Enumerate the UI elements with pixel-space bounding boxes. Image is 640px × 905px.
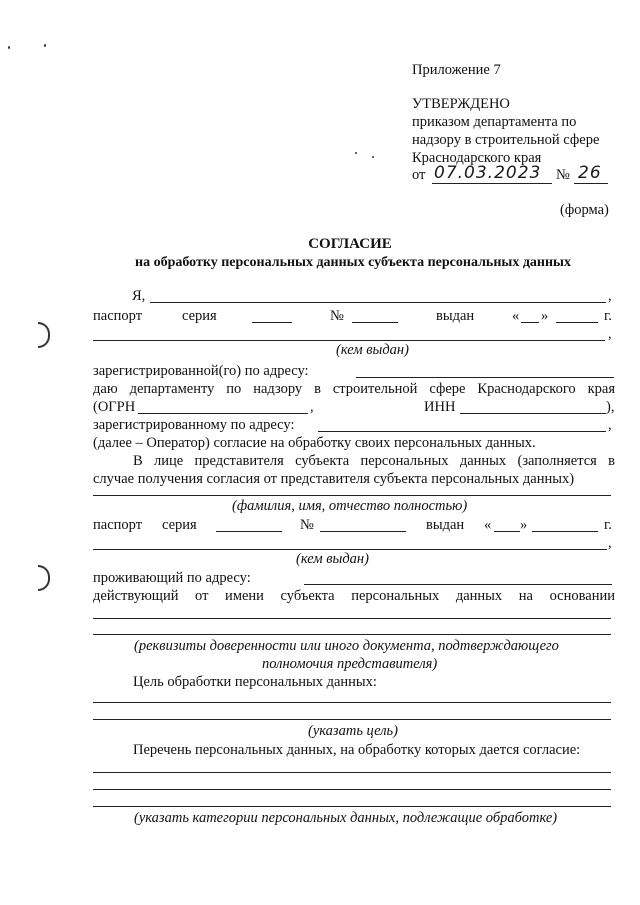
quote-close: » [541,308,549,324]
handwritten-number: 26 [578,163,602,183]
representative-line-1: В лице представителя субъекта персональных данных (заполняется в [133,453,615,469]
list-label: Перечень персональных данных, на обработку которых дается согласие: [133,742,581,758]
appendix-label: Приложение 7 [412,62,501,78]
purpose-line-1 [93,702,611,703]
form-note: (форма) [560,202,609,218]
day-line [521,322,539,323]
order-line-3: Краснодарского края [412,150,542,166]
scan-speck [8,46,10,49]
document-title: СОГЛАСИЕ [308,236,392,252]
proxy-hint-2: полномочия представителя) [262,656,438,672]
residing-label: проживающий по адресу: [93,570,251,586]
scan-speck [372,156,374,158]
proxy-hint-1: (реквизиты доверенности или иного документа, подтверждающего [134,638,559,654]
issued-by-line [93,549,607,550]
number-sign: № [330,308,344,324]
fio-hint: (фамилия, имя, отчество полностью) [232,498,468,514]
acting-line: действующий от имени субъекта персональных данных на основании [93,588,615,604]
month-line [532,531,598,532]
ogrn-label: (ОГРН [93,399,136,415]
date-underline [432,183,552,184]
comma: , [608,535,612,551]
list-line-1 [93,772,611,773]
number-sign: № [300,517,314,533]
punch-hole-mark [38,565,50,591]
issued-by-line [93,340,605,341]
list-line-2 [93,789,611,790]
categories-hint: (указать категории персональных данных, подлежащие обработке) [134,810,558,826]
series-line [252,322,292,323]
year-label: г. [604,308,612,324]
inn-close: ), [606,399,615,415]
issued-label: выдан [426,517,465,533]
list-line-3 [93,806,611,807]
passport-label: паспорт [93,517,143,533]
series-label: серия [182,308,217,324]
registered-to-line [318,431,606,432]
name-line [150,302,606,303]
comma: , [608,288,612,304]
residing-line [304,584,612,585]
number-underline [574,183,608,184]
comma: , [310,399,314,415]
representative-line-2: случае получения согласия от представителя субъекта персональных данных) [93,471,575,487]
quote-close: » [520,517,528,533]
number-line [320,531,406,532]
purpose-hint: (указать цель) [308,723,398,739]
series-line [216,531,282,532]
series-label: серия [162,517,197,533]
number-label: № [556,167,570,183]
quote-open: « [512,308,520,324]
scan-speck [355,152,357,154]
registered-at-line [356,377,614,378]
issued-label: выдан [436,308,475,324]
basis-line-2 [93,634,611,635]
inn-line [460,413,606,414]
purpose-line-2 [93,719,611,720]
comma: , [608,417,612,433]
inn-label: ИНН [424,399,456,415]
handwritten-date: 07.03.2023 [434,163,542,183]
who-issued-hint: (кем выдан) [336,342,409,358]
scan-speck [44,44,46,47]
registered-to-label: зарегистрированному по адресу: [93,417,295,433]
number-line [352,322,398,323]
ya-label: Я, [132,288,146,304]
registered-at-label: зарегистрированной(го) по адресу: [93,363,309,379]
order-line-1: приказом департамента по [412,114,577,130]
comma: , [608,326,612,342]
from-label: от [412,167,426,183]
purpose-label: Цель обработки персональных данных: [133,674,377,690]
year-label: г. [604,517,612,533]
approved-label: УТВЕРЖДЕНО [412,96,510,112]
day-line [494,531,520,532]
punch-hole-mark [38,322,50,348]
order-line-2: надзору в строительной сфере [412,132,600,148]
month-line [556,322,598,323]
document-subtitle: на обработку персональных данных субъекта персональных данных [135,255,571,270]
passport-label: паспорт [93,308,143,324]
operator-text: (далее – Оператор) согласие на обработку своих персональных данных. [93,435,536,451]
ogrn-line [138,413,308,414]
consent-line: даю департаменту по надзору в строительной сфере Краснодарского края [93,381,615,397]
who-issued-hint: (кем выдан) [296,551,369,567]
quote-open: « [484,517,492,533]
fio-line [93,495,611,496]
basis-line-1 [93,618,611,619]
